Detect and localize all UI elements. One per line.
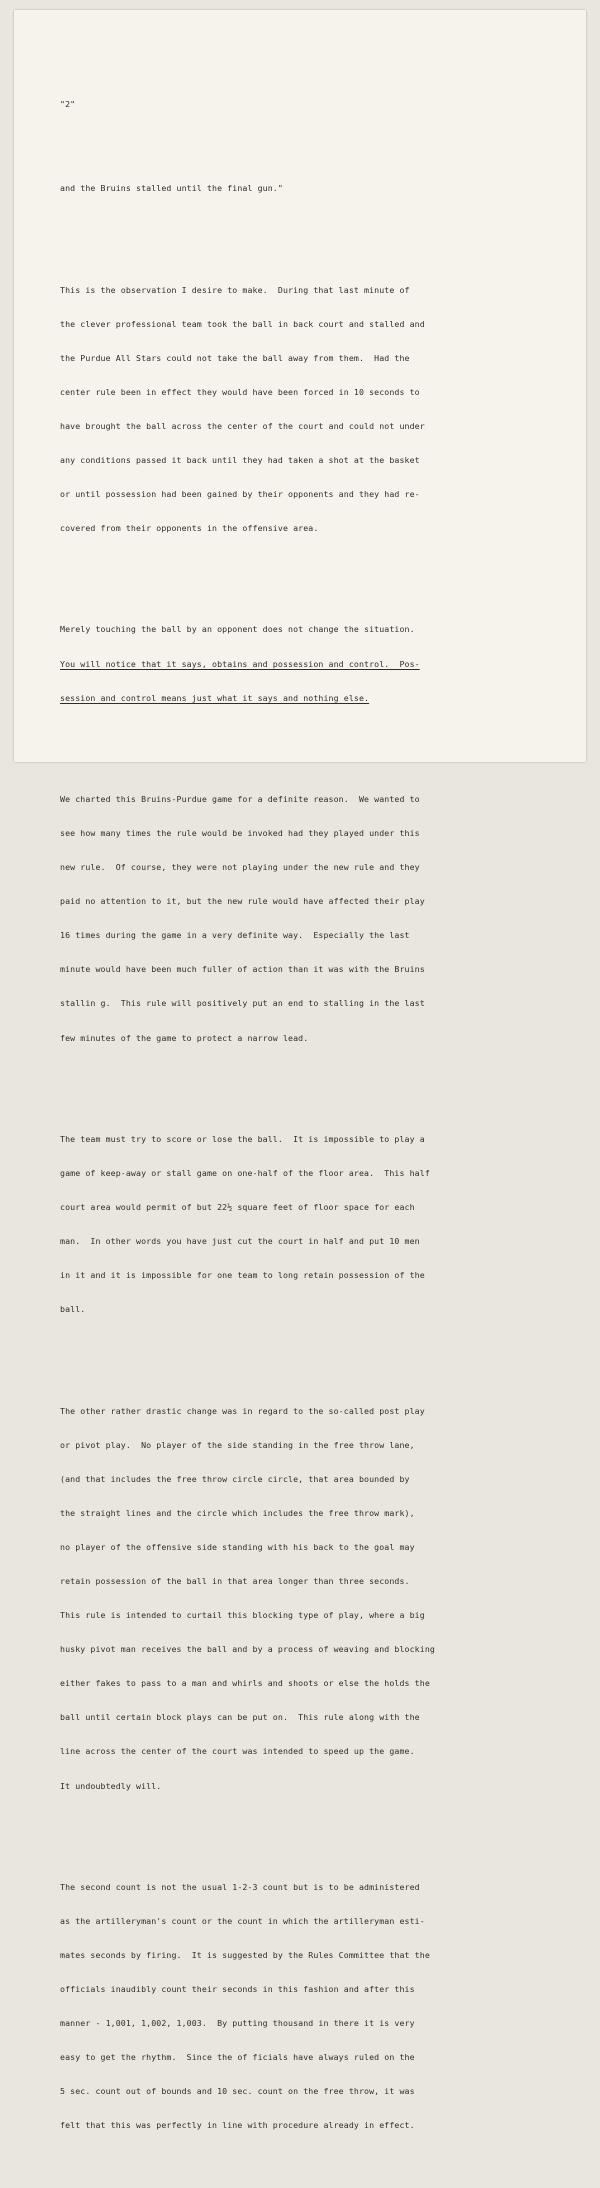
text-line: no player of the offensive side standing with his back to the goal may — [60, 1542, 415, 1553]
text-line-underlined: session and control means just what it says and nothing else. — [60, 692, 370, 703]
paragraph-4 — [60, 772, 556, 1067]
text-line: The other rather drastic change was in regard to the so-called post play — [60, 1406, 425, 1417]
text-line: easy to get the rhythm. Since the of ficials have always ruled on the — [60, 2052, 415, 2063]
text-line: paid no attention to it, but the new rule would have affected their play — [60, 896, 425, 907]
text-line: or until possession had been gained by their opponents and they had re- — [60, 488, 420, 499]
text-line: 5 sec. count out of bounds and 10 sec. count on the free throw, it was — [60, 2086, 415, 2097]
paragraph-3 — [60, 602, 556, 727]
text-line: felt that this was perfectly in line with procedure already in effect. — [60, 2120, 415, 2131]
document-page — [14, 10, 586, 2131]
text-line: the Purdue All Stars could not take the ball away from them. Had the — [60, 352, 410, 363]
text-line: 16 times during the game in a very definite way. Especially the last — [60, 930, 410, 941]
text-line: stallin g. This rule will positively put an end to stalling in the last — [60, 998, 425, 1009]
text-line-underlined: You will notice that it says, obtains and possession and control. Pos- — [60, 658, 420, 669]
typed-text-body — [60, 76, 556, 2188]
text-line: game of keep-away or stall game on one-half of the floor area. This half — [60, 1168, 430, 1179]
text-line: This rule is intended to curtail this blocking type of play, where a big — [60, 1610, 425, 1621]
text-line: see how many times the rule would be invoked had they played under this — [60, 828, 420, 839]
text-line: Merely touching the ball by an opponent does not change the situation. — [60, 624, 415, 635]
text-line: either fakes to pass to a man and whirls and shoots or else the holds the — [60, 1678, 430, 1689]
text-line: (and that includes the free throw circle circle, that area bounded by — [60, 1474, 410, 1485]
text-line: line across the center of the court was intended to speed up the game. — [60, 1746, 415, 1757]
paragraph-1 — [60, 160, 556, 217]
text-line: and the Bruins stalled until the final gun." — [60, 182, 283, 193]
text-line: in it and it is impossible for one team to long retain possession of the — [60, 1270, 425, 1281]
text-line: as the artilleryman's count or the count in which the artilleryman esti- — [60, 1916, 425, 1927]
paragraph-7 — [60, 1860, 556, 2155]
text-line: husky pivot man receives the ball and by a process of weaving and blocking — [60, 1644, 435, 1655]
text-line: The second count is not the usual 1-2-3 count but is to be administered — [60, 1882, 420, 1893]
text-line: the straight lines and the circle which includes the free throw mark), — [60, 1508, 415, 1519]
text-line: or pivot play. No player of the side standing in the free throw lane, — [60, 1440, 415, 1451]
text-line: We charted this Bruins-Purdue game for a definite reason. We wanted to — [60, 794, 420, 805]
text-line: the clever professional team took the ball in back court and stalled and — [60, 318, 425, 329]
text-line: any conditions passed it back until they had taken a shot at the basket — [60, 454, 420, 465]
text-line: few minutes of the game to protect a narrow lead. — [60, 1032, 309, 1043]
text-line: new rule. Of course, they were not playing under the new rule and they — [60, 862, 420, 873]
text-line: minute would have been much fuller of action than it was with the Bruins — [60, 964, 425, 975]
paragraph-5 — [60, 1112, 556, 1339]
text-line: ball. — [60, 1304, 86, 1315]
text-line: The team must try to score or lose the ball. It is impossible to play a — [60, 1134, 425, 1145]
text-line: It undoubtedly will. — [60, 1780, 162, 1791]
paragraph-2 — [60, 262, 556, 557]
text-line: court area would permit of but 22½ square feet of floor space for each — [60, 1202, 415, 1213]
text-line: mates seconds by firing. It is suggested by the Rules Committee that the — [60, 1950, 430, 1961]
text-line: ball until certain block plays can be put on. This rule along with the — [60, 1712, 420, 1723]
text-line: center rule been in effect they would have been forced in 10 seconds to — [60, 386, 420, 397]
text-line: officials inaudibly count their seconds in this fashion and after this — [60, 1984, 415, 1995]
text-line: man. In other words you have just cut the court in half and put 10 men — [60, 1236, 420, 1247]
text-line: have brought the ball across the center of the court and could not under — [60, 420, 425, 431]
text-line: manner - 1,001, 1,002, 1,003. By putting thousand in there it is very — [60, 2018, 415, 2029]
text-line: This is the observation I desire to make. During that last minute of — [60, 284, 410, 295]
paragraph-6 — [60, 1383, 556, 1814]
text-line: retain possession of the ball in that area longer than three seconds. — [60, 1576, 410, 1587]
text-line: covered from their opponents in the offensive area. — [60, 522, 319, 533]
page-number: "2" — [60, 98, 76, 109]
